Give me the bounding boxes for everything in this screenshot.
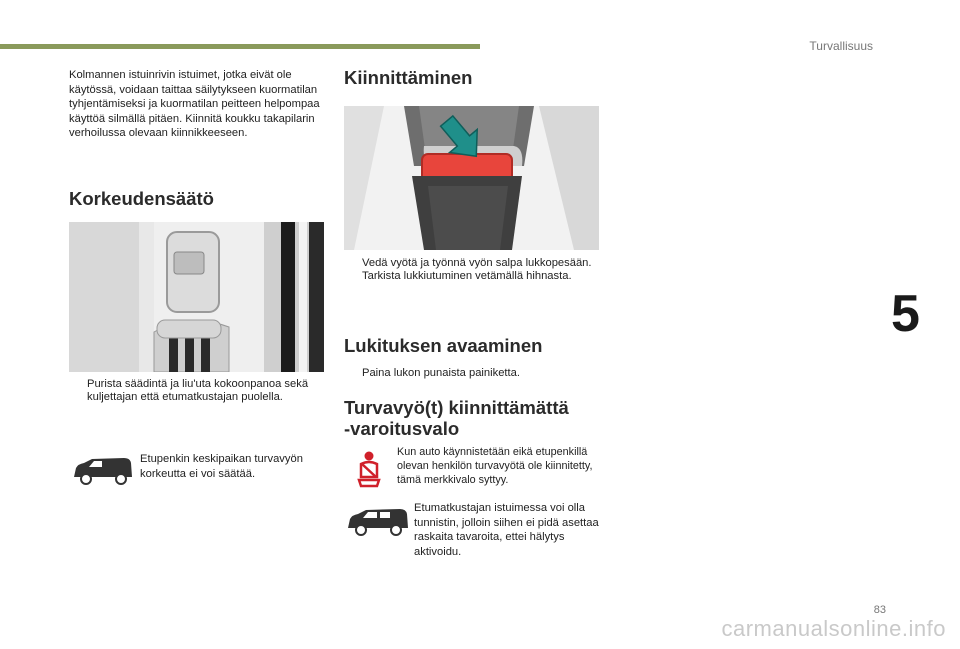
warning-light-text: Kun auto käynnistetään eikä etupenkillä olevan henkilön turvavyötä ole kiinnitetty, tämä merkkivalo syttyy. — [397, 446, 593, 486]
section-title: Turvallisuus — [809, 39, 873, 53]
bullet-text: Vedä vyötä ja työnnä vyön salpa lukkopesään. — [362, 257, 592, 269]
header-accent-bar — [0, 44, 480, 49]
fastening-bullet-list — [344, 257, 599, 284]
passenger-sensor-text: Etumatkustajan istuimessa voi olla tunnistin, jolloin siihen ei pidä asettaa raskaita tavaroita, ettei hälytys aktivoidu. — [414, 502, 599, 558]
height-adjuster-image — [69, 222, 324, 372]
heading-warning-light — [344, 397, 569, 439]
bullet-item — [344, 257, 599, 270]
height-bullet-list — [69, 378, 324, 405]
heading-unlocking: Lukituksen avaaminen — [344, 335, 543, 356]
page-number: 83 — [873, 604, 886, 616]
bullet-mark — [69, 378, 87, 405]
van-side-icon — [346, 506, 410, 543]
center-seat-note: Etupenkin keskipaikan turvavyön korkeutta ei voi säätää. — [140, 453, 303, 480]
bullet-mark — [344, 367, 362, 380]
intro-paragraph: Kolmannen istuinrivin istuimet, jotka eivät ole käytössä, voidaan taittaa säilytykseen kuormatilan tyhjentämiseksi ja kuormatilan peitteen helpompaa käyttöä silmällä pitäen. Kiinnitä koukku takapilarin verhoilussa olevaan kiinnikkeeseen. — [69, 69, 320, 140]
chapter-number: 5 — [891, 285, 920, 343]
van-icon — [72, 455, 134, 492]
bullet-text: Paina lukon punaista painiketta. — [362, 367, 520, 379]
heading-warning-line2: -varoitusvalo — [344, 418, 460, 439]
heading-warning-line1: Turvavyö(t) kiinnittämättä — [344, 397, 569, 418]
bullet-text: Tarkista lukkiutuminen vetämällä hihnasta. — [362, 270, 572, 283]
heading-height-adjustment: Korkeudensäätö — [69, 188, 214, 209]
bullet-text: Purista säädintä ja liu'uta kokoonpanoa sekä kuljettajan että etumatkustajan puolella. — [87, 378, 309, 404]
bullet-item — [344, 367, 599, 380]
bullet-mark — [344, 257, 362, 270]
bullet-item — [69, 378, 324, 405]
bullet-mark — [344, 270, 362, 283]
bullet-item — [344, 270, 599, 283]
buckle-image — [344, 106, 599, 250]
watermark: carmanualsonline.info — [721, 616, 946, 641]
unlocking-bullet-list — [344, 367, 599, 380]
seatbelt-warning-icon — [352, 450, 386, 493]
heading-fastening: Kiinnittäminen — [344, 67, 473, 88]
